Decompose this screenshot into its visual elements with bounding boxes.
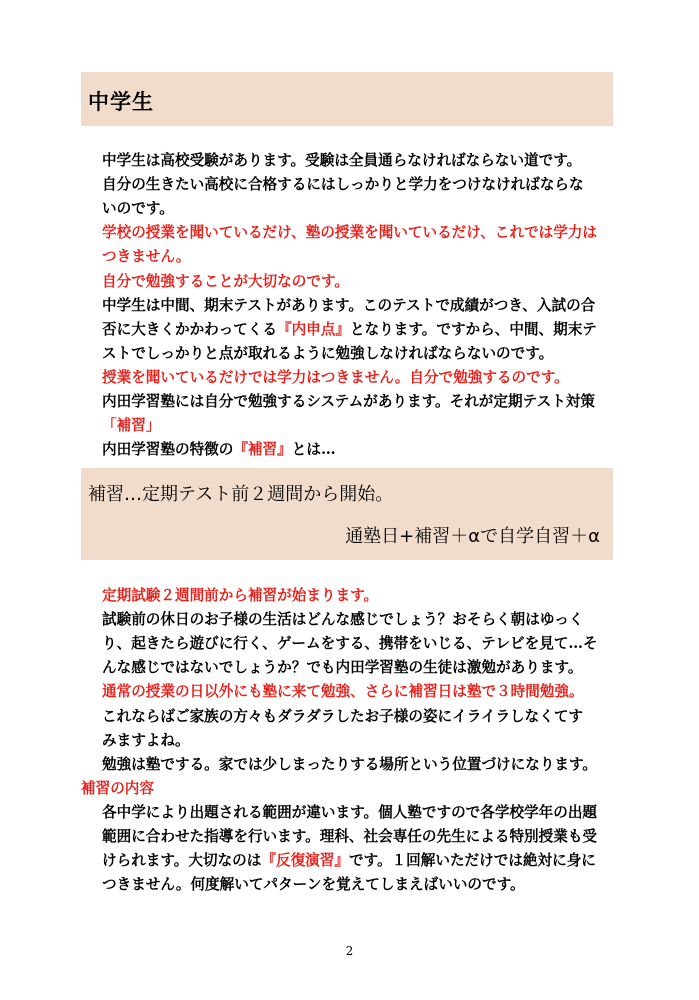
body-line: 自分で勉強することが大切なのです。: [102, 272, 349, 290]
body-line: んな感じではないでしょうか？でも内田学習塾の生徒は激勉があります。: [102, 659, 583, 677]
body-line: 定期試験２週間前から補習が始まります。: [102, 587, 379, 604]
body-line: つきません。: [102, 248, 191, 266]
highlight-term: 『反復演習』: [261, 852, 349, 870]
body-line: いのです。: [102, 200, 174, 218]
body-line: ストでしっかりと点が取れるように勉強しなければならないのです。: [102, 344, 554, 362]
section-title: 中学生: [88, 90, 154, 114]
highlight-term: 『内申点』: [276, 320, 350, 338]
body-line: 内田学習塾には自分で勉強するシステムがあります。それが定期テスト対策: [102, 393, 595, 410]
text-segment: とは…: [291, 441, 336, 459]
hoshu-heading: 補習…定期テスト前２週間から開始。: [88, 484, 394, 505]
section-header-band: [81, 72, 613, 126]
text-segment: となります。ですから、中間、期末テ: [349, 320, 597, 338]
body-line: つきません。何度解いてパターンを覚えてしまえばいいのです。: [102, 876, 525, 894]
body-line: 範囲に合わせた指導を行います。理科、社会専任の先生による特別授業も受: [102, 828, 598, 845]
body-line: みますよね。: [102, 731, 190, 749]
body-line: 勉強は塾でする。家では少しまったりする場所という位置づけになります。: [102, 755, 598, 773]
body-line: り、起きたら遊びに行く、ゲームをする、携帯をいじる、テレビを見て…そ: [102, 635, 598, 653]
text-segment: 内田学習塾の特徴の: [102, 441, 234, 459]
body-line: [102, 439, 336, 461]
body-line: 各中学により出題される範囲が違います。個人塾ですので各学校学年の出題: [102, 803, 598, 821]
body-line: これならばご家族の方々もダラダラしたお子様の姿にイライラしなくてす: [102, 707, 584, 725]
body-line: 「補習」: [102, 417, 161, 435]
hoshu-formula: 通塾日+補習＋αで自学自習＋α: [345, 526, 600, 547]
subheading: 補習の内容: [81, 779, 154, 797]
body-line: 通常の授業の日以外にも塾に来て勉強、さらに補習日は塾で３時間勉強。: [102, 683, 584, 701]
page-number: 2: [345, 944, 354, 958]
text-segment: です。１回解いただけでは絶対に身に: [348, 852, 596, 870]
text-segment: 否に大きくかかわってくる: [102, 320, 277, 338]
body-line: [102, 319, 597, 341]
body-line: 中学生は高校受験があります。受験は全員通らなければならない道です。: [102, 152, 582, 169]
body-line: 自分の生きたい高校に合格するにはしっかりと学力をつけなければならな: [102, 176, 584, 194]
body-line: 中学生は中間、期末テストがあります。このテストで成績がつき、入試の合: [102, 296, 596, 314]
body-line: 試験前の休日のお子様の生活はどんな感じでしょう？おそらく朝はゆっく: [102, 611, 584, 629]
text-segment: けられます。大切なのは: [102, 852, 262, 870]
body-line: [102, 850, 596, 872]
highlight-term: 『補習』: [233, 441, 292, 459]
body-line: 学校の授業を聞いているだけ、塾の授業を聞いているだけ、これでは学力は: [102, 224, 598, 242]
body-line: 授業を聞いているだけでは学力はつきません。自分で勉強するのです。: [102, 368, 569, 386]
